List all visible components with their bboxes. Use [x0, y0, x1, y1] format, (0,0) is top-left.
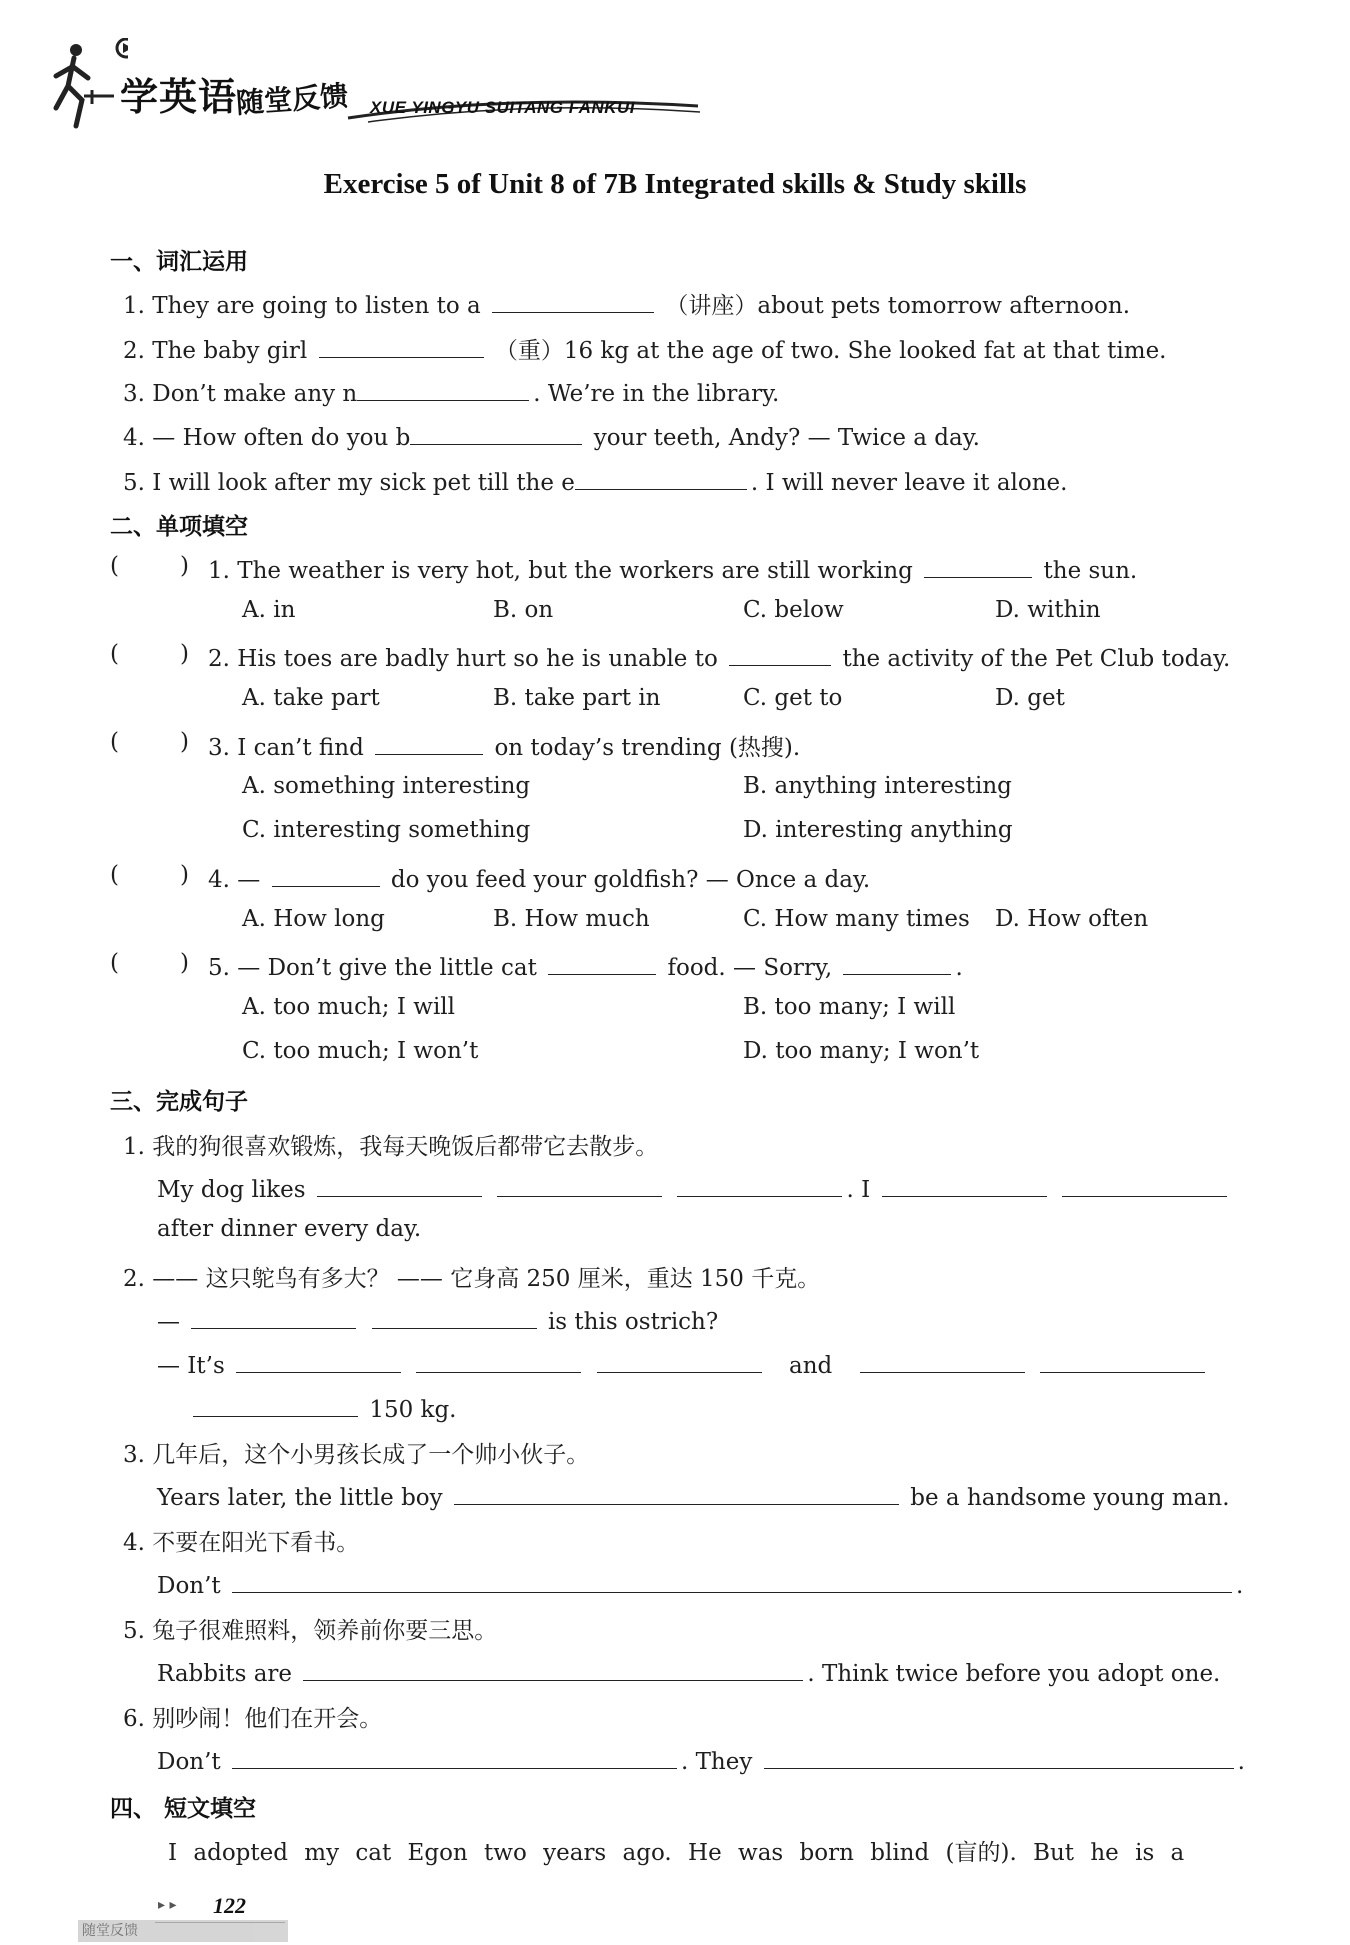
- answer-blank[interactable]: [575, 465, 747, 490]
- mc-question-3: [208, 729, 800, 762]
- question-text: the sun.: [1043, 558, 1138, 584]
- option-d[interactable]: D. too many; I won’t: [743, 1038, 980, 1064]
- question-text: your teeth, Andy? — Twice a day.: [593, 425, 980, 451]
- sentence-3-english: [157, 1480, 1230, 1511]
- question-text: . I will never leave it alone.: [750, 470, 1068, 496]
- option-c[interactable]: C. too much; I won’t: [242, 1038, 479, 1064]
- answer-bracket-open[interactable]: (: [110, 862, 119, 888]
- answer-blank[interactable]: [232, 1744, 677, 1769]
- option-a[interactable]: A. in: [242, 597, 296, 623]
- footer-brand-text: 随堂反馈: [82, 1923, 138, 1939]
- runner-logo-icon: [48, 38, 128, 138]
- mc-question-2: [208, 641, 1230, 672]
- question-text: 4. — How often do you b: [123, 425, 411, 451]
- footer-brand: [78, 1920, 288, 1942]
- question-text: —: [157, 1309, 180, 1335]
- sentence-1-chinese: 1. 我的狗很喜欢锻炼，我每天晚饭后都带它去散步。: [123, 1134, 659, 1160]
- answer-blank[interactable]: [764, 1744, 1234, 1769]
- sentence-2-english-end: [193, 1392, 457, 1423]
- section-heading-multiple-choice: 二、单项填空: [110, 514, 248, 540]
- question-text: food. — Sorry,: [667, 955, 833, 981]
- option-c[interactable]: C. How many times: [743, 906, 970, 932]
- sentence-2-chinese: 2. —— 这只鸵鸟有多大？ —— 它身高 250 厘米，重达 150 千克。: [123, 1266, 821, 1292]
- sentence-5-english: [157, 1656, 1220, 1687]
- page-arrow-icon: ▸ ▸: [158, 1897, 177, 1913]
- question-text: Rabbits are: [157, 1661, 293, 1687]
- answer-bracket-open[interactable]: (: [110, 553, 119, 579]
- section-heading-complete-sentences: 三、完成句子: [110, 1089, 248, 1115]
- option-a[interactable]: A. How long: [242, 906, 385, 932]
- option-d[interactable]: D. within: [995, 597, 1101, 623]
- question-text: . Think twice before you adopt one.: [807, 1661, 1221, 1687]
- answer-blank[interactable]: [677, 1172, 842, 1197]
- answer-bracket-close: ): [180, 729, 189, 755]
- answer-blank[interactable]: [410, 420, 582, 445]
- question-text: 2. The baby girl: [123, 338, 308, 364]
- answer-blank[interactable]: [548, 950, 656, 975]
- logo-pinyin: XUE YINGYU SUITANG FANKUI: [370, 98, 636, 117]
- option-b[interactable]: B. on: [493, 597, 554, 623]
- answer-blank[interactable]: [882, 1172, 1047, 1197]
- section-heading-passage-fill: 四、 短文填空: [110, 1796, 257, 1822]
- vocab-question-3: [123, 376, 779, 407]
- mc-question-5: [208, 950, 963, 981]
- question-text: — It’s: [157, 1353, 225, 1379]
- answer-bracket-open[interactable]: (: [110, 729, 119, 755]
- mc-question-1: [208, 553, 1137, 584]
- option-d[interactable]: D. How often: [995, 906, 1149, 932]
- vocab-question-5: [123, 465, 1067, 496]
- answer-blank[interactable]: [492, 288, 654, 313]
- question-text: . I: [846, 1177, 871, 1203]
- answer-bracket-close: ): [180, 950, 189, 976]
- sentence-6-english: [157, 1744, 1245, 1775]
- answer-blank[interactable]: [924, 553, 1032, 578]
- page-number: 122: [213, 1893, 246, 1918]
- answer-bracket-open[interactable]: (: [110, 950, 119, 976]
- answer-blank[interactable]: [236, 1348, 401, 1373]
- answer-blank[interactable]: [729, 641, 831, 666]
- option-b[interactable]: B. anything interesting: [743, 773, 1012, 799]
- sentence-4-chinese: 4. 不要在阳光下看书。: [123, 1530, 360, 1556]
- logo-chinese-main: 学英语: [120, 75, 238, 119]
- question-text: .: [1237, 1749, 1245, 1775]
- answer-blank[interactable]: [375, 730, 483, 755]
- answer-blank[interactable]: [193, 1392, 358, 1417]
- question-text: the activity of the Pet Club today.: [842, 646, 1231, 672]
- answer-blank[interactable]: [232, 1568, 1232, 1593]
- answer-blank[interactable]: [416, 1348, 581, 1373]
- answer-blank[interactable]: [497, 1172, 662, 1197]
- question-text: . We’re in the library.: [533, 381, 780, 407]
- sentence-3-chinese: 3. 几年后，这个小男孩长成了一个帅小伙子。: [123, 1442, 590, 1468]
- question-text: . They: [680, 1749, 753, 1775]
- question-text: My dog likes: [157, 1177, 306, 1203]
- question-text: 1. The weather is very hot, but the workers are still working: [208, 558, 913, 584]
- question-text: 2. His toes are badly hurt so he is unable to: [208, 646, 718, 672]
- question-text: Don’t: [157, 1749, 221, 1775]
- option-a[interactable]: A. too much; I will: [242, 994, 456, 1020]
- answer-blank[interactable]: [1040, 1348, 1205, 1373]
- logo-chinese-sub: 随堂反馈: [235, 79, 350, 120]
- vocab-question-2: [123, 332, 1167, 365]
- answer-blank[interactable]: [317, 1172, 482, 1197]
- option-b[interactable]: B. too many; I will: [743, 994, 956, 1020]
- question-text: do you feed your goldfish? — Once a day.: [390, 867, 871, 893]
- vocab-question-1: [123, 287, 1130, 320]
- header: [48, 38, 668, 138]
- question-text: 4. —: [208, 867, 261, 893]
- question-text: 150 kg.: [369, 1397, 457, 1423]
- option-c[interactable]: C. below: [743, 597, 844, 623]
- answer-bracket-close: ): [180, 862, 189, 888]
- answer-blank[interactable]: [860, 1348, 1025, 1373]
- answer-bracket-close: ): [180, 641, 189, 667]
- option-c[interactable]: C. interesting something: [242, 817, 531, 843]
- answer-blank[interactable]: [357, 376, 529, 401]
- answer-blank[interactable]: [843, 950, 951, 975]
- option-a[interactable]: A. take part: [242, 685, 380, 711]
- answer-blank[interactable]: [191, 1304, 356, 1329]
- sentence-2-english-question: [157, 1304, 718, 1335]
- sentence-1-continuation: after dinner every day.: [157, 1216, 422, 1242]
- question-text: （讲座）about pets tomorrow afternoon.: [665, 293, 1131, 319]
- question-text: 5. I will look after my sick pet till the e: [123, 470, 575, 496]
- question-text: 3. I can’t find: [208, 735, 364, 761]
- answer-bracket-close: ): [180, 553, 189, 579]
- question-text: .: [955, 955, 963, 981]
- question-text: is this ostrich?: [547, 1309, 719, 1335]
- question-text: be a handsome young man.: [910, 1485, 1230, 1511]
- answer-blank[interactable]: [319, 333, 484, 358]
- passage-text: I adopted my cat Egon two years ago. He was born blind (盲的). But he is a: [168, 1840, 1185, 1866]
- page-title: Exercise 5 of Unit 8 of 7B Integrated skills & Study skills: [323, 168, 1027, 200]
- option-d[interactable]: D. interesting anything: [743, 817, 1013, 843]
- question-text: and: [789, 1353, 833, 1379]
- question-text: 1. They are going to listen to a: [123, 293, 481, 319]
- question-text: on today’s trending (热搜).: [494, 735, 801, 761]
- answer-blank[interactable]: [272, 862, 380, 887]
- option-c[interactable]: C. get to: [743, 685, 843, 711]
- answer-blank[interactable]: [303, 1656, 803, 1681]
- answer-blank[interactable]: [597, 1348, 762, 1373]
- option-b[interactable]: B. take part in: [493, 685, 661, 711]
- sentence-6-chinese: 6. 别吵闹！他们在开会。: [123, 1706, 383, 1732]
- mc-question-4: [208, 862, 870, 893]
- sentence-1-english: [157, 1172, 1231, 1203]
- option-d[interactable]: D. get: [995, 685, 1065, 711]
- question-text: 3. Don’t make any n: [123, 381, 358, 407]
- question-text: Don’t: [157, 1573, 221, 1599]
- answer-blank[interactable]: [454, 1480, 899, 1505]
- option-a[interactable]: A. something interesting: [242, 773, 531, 799]
- vocab-question-4: [123, 420, 980, 451]
- sentence-5-chinese: 5. 兔子很难照料，领养前你要三思。: [123, 1618, 498, 1644]
- question-text: 5. — Don’t give the little cat: [208, 955, 537, 981]
- sentence-2-english-answer: [157, 1348, 1209, 1379]
- answer-blank[interactable]: [372, 1304, 537, 1329]
- sentence-4-english: [157, 1568, 1243, 1599]
- question-text: .: [1235, 1573, 1244, 1599]
- answer-bracket-open[interactable]: (: [110, 641, 119, 667]
- option-b[interactable]: B. How much: [493, 906, 650, 932]
- answer-blank[interactable]: [1062, 1172, 1227, 1197]
- question-text: （重）16 kg at the age of two. She looked fat at that time.: [494, 338, 1167, 364]
- question-text: Years later, the little boy: [157, 1485, 443, 1511]
- section-heading-vocabulary: 一、词汇运用: [110, 249, 248, 275]
